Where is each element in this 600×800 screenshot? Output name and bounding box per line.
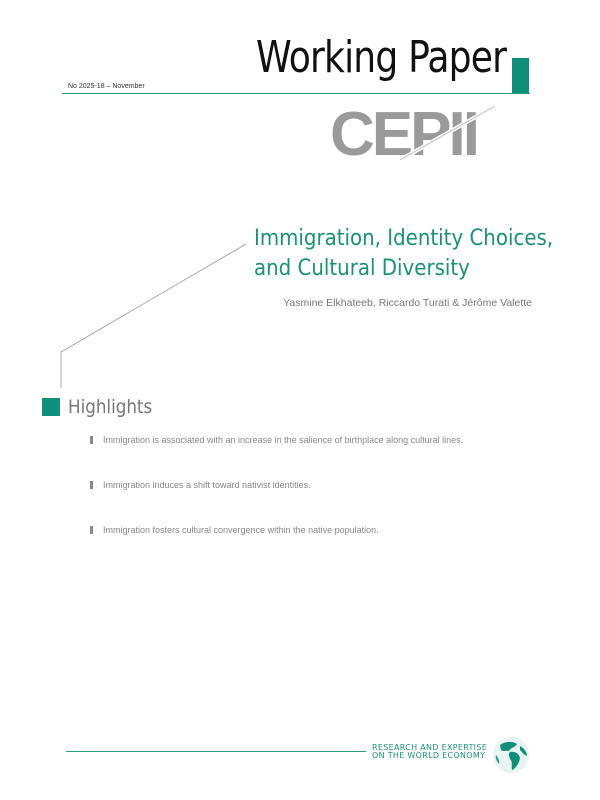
paper-title-line-2: and Cultural Diversity	[254, 256, 470, 281]
highlight-item	[90, 480, 311, 490]
working-paper-number: No 2025-18 – November	[68, 83, 145, 90]
footer-tagline-line-2: ON THE WORLD ECONOMY	[372, 751, 486, 760]
footer-rule	[66, 751, 366, 752]
paper-title	[254, 224, 553, 284]
highlight-item	[90, 435, 463, 445]
bullet-marker-icon	[90, 481, 93, 489]
authors: Yasmine Elkhateeb, Riccardo Turati & Jérôme Valette	[283, 297, 532, 309]
footer-tagline	[372, 744, 487, 760]
highlight-text: Immigration fosters cultural convergence within the native population.	[103, 525, 379, 535]
highlight-text: Immigration is associated with an increase in the salience of birthplace along cultural lines.	[103, 435, 464, 445]
bullet-marker-icon	[90, 436, 93, 444]
highlights-heading: Highlights	[68, 396, 153, 418]
highlights-accent-block	[42, 398, 60, 416]
footer-tagline-line-1: RESEARCH AND EXPERTISE	[372, 743, 488, 752]
paper-title-line-1: Immigration, Identity Choices,	[254, 226, 554, 251]
highlight-item	[90, 525, 379, 535]
bullet-marker-icon	[90, 526, 93, 534]
cepii-logo-text: CEPII	[330, 100, 477, 162]
document-type-title: Working Paper	[256, 32, 507, 83]
globe-icon	[491, 735, 531, 775]
highlight-text: Immigration induces a shift toward nativist identities.	[103, 480, 311, 490]
